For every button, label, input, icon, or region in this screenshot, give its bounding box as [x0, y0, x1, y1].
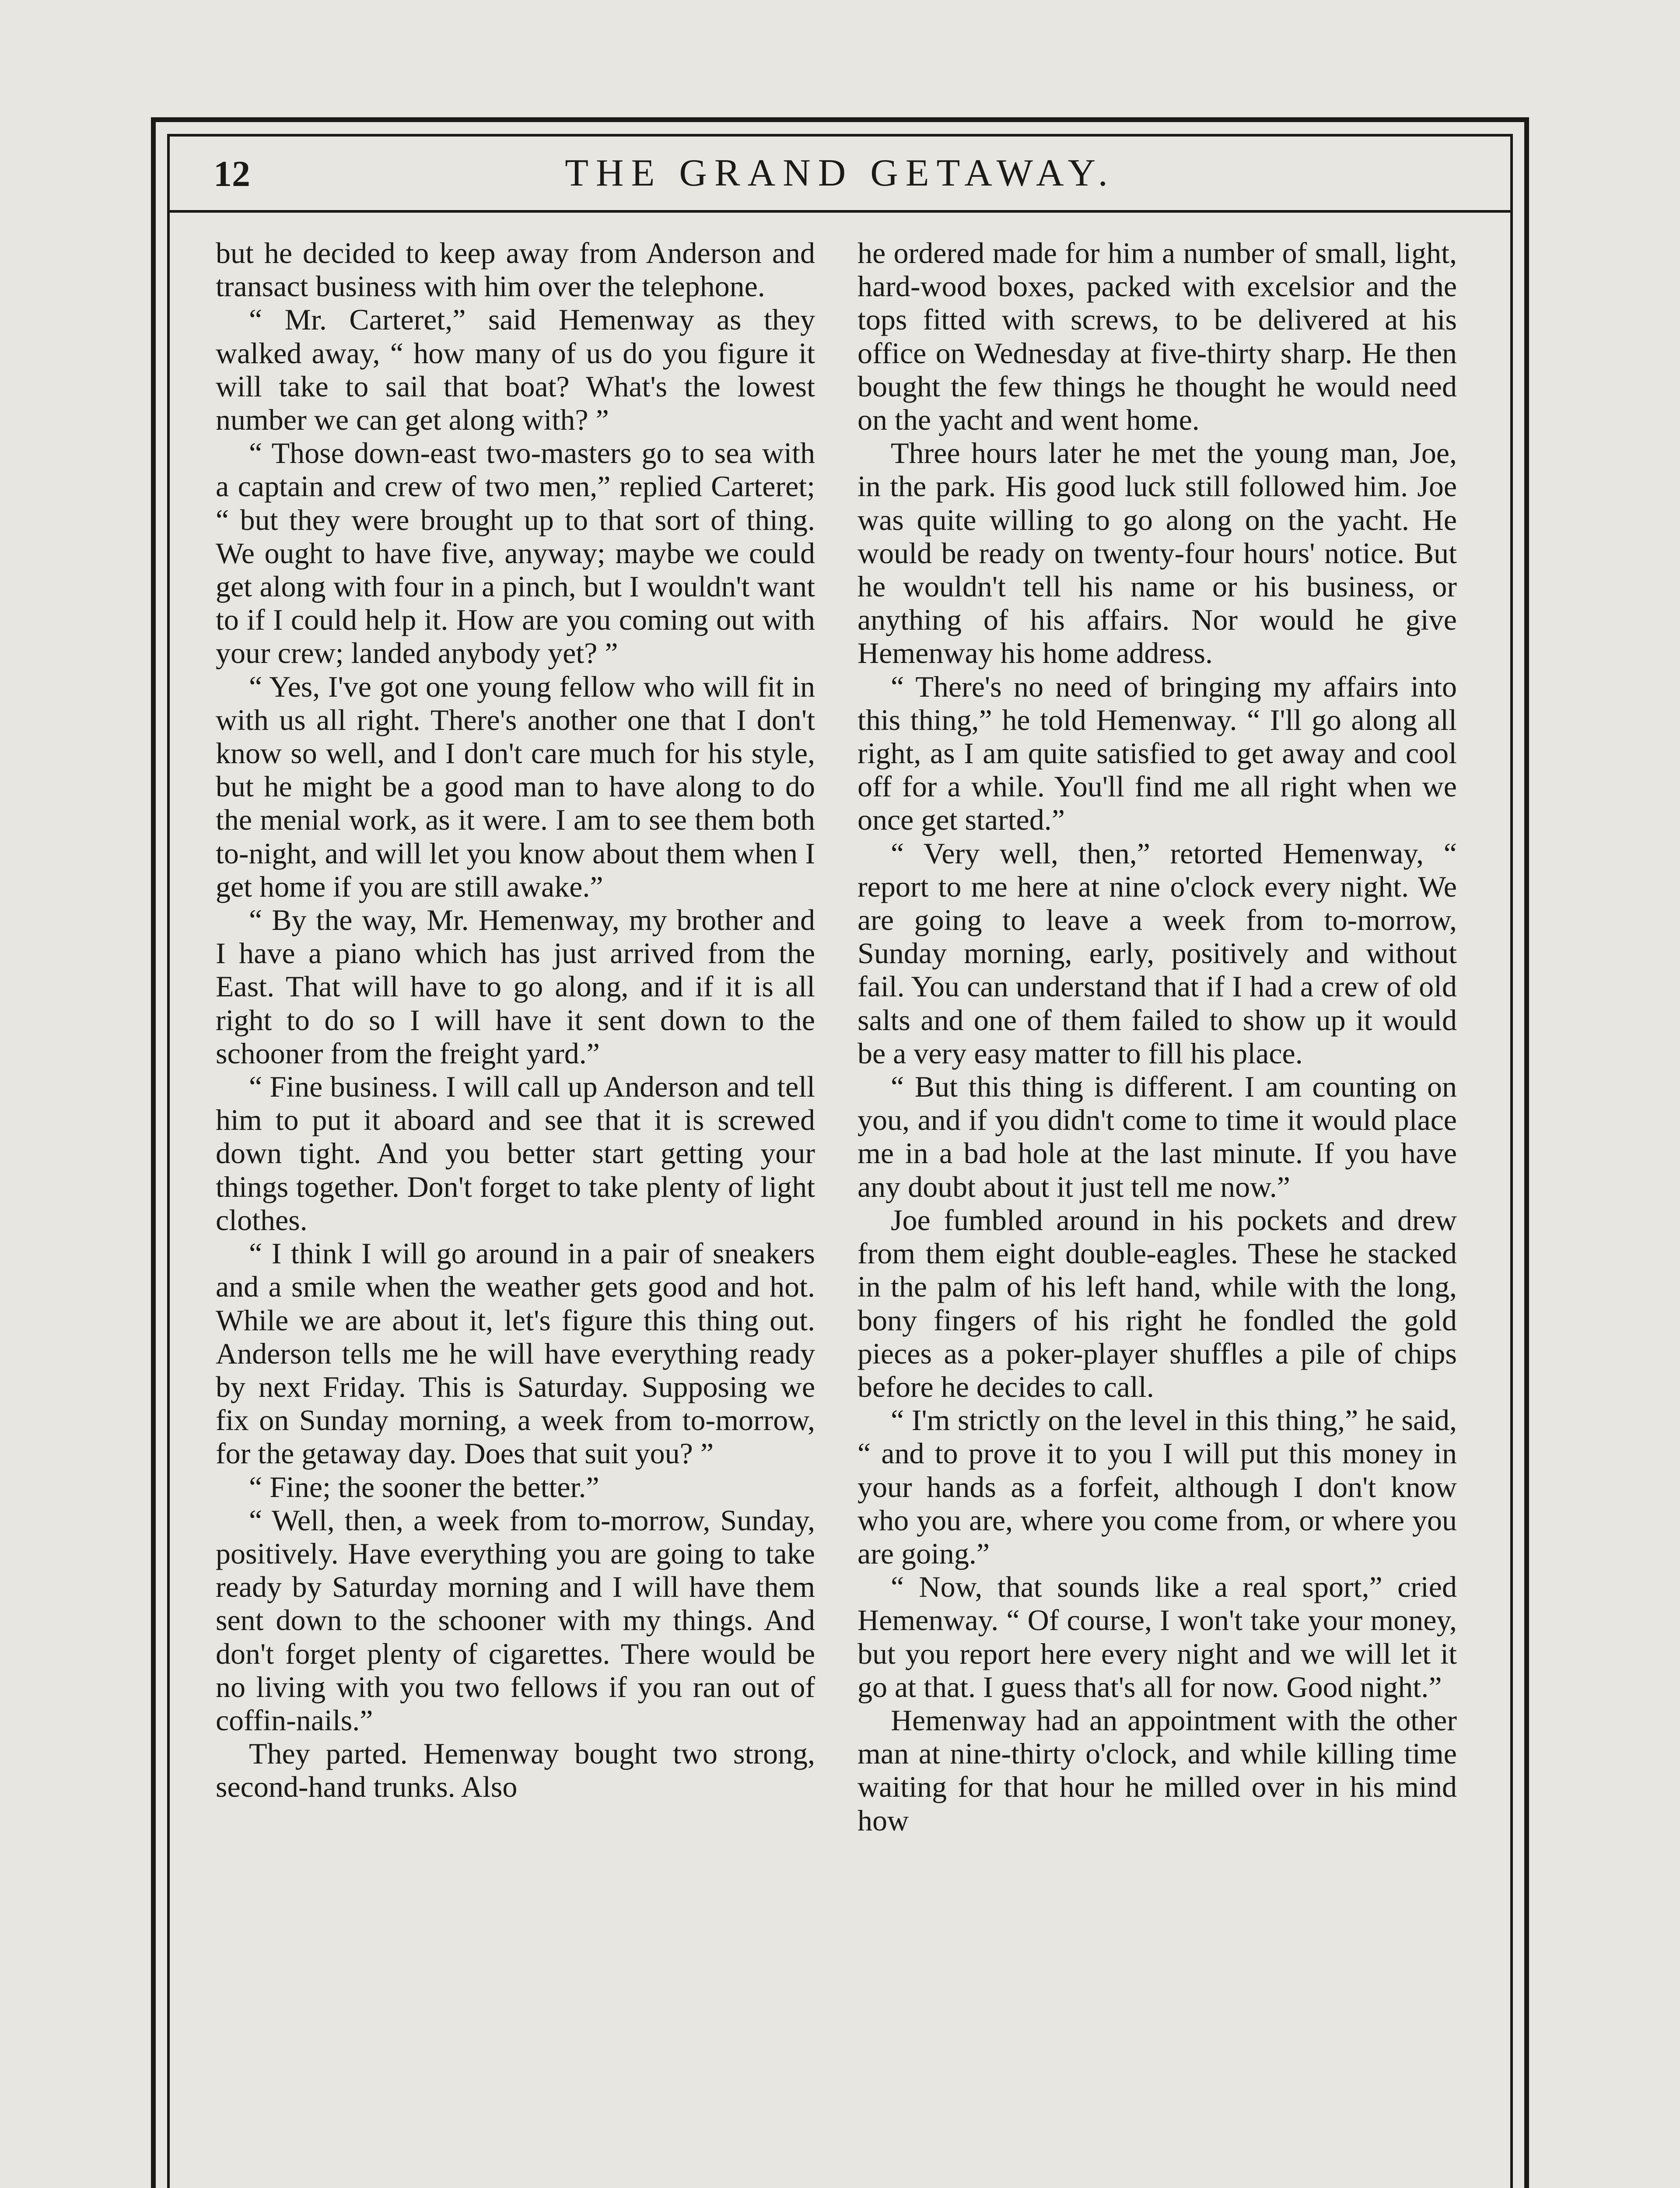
- paragraph: Joe fumbled around in his pockets and drew from them eight double-eagles. These he stacked in the palm of his left hand, while with the long, bony fingers of his right he fondled the gold pieces as a poker-player shuffles a pile of chips before he decides to call.: [858, 1203, 1457, 1403]
- paragraph: Hemenway had an appointment with the other man at nine-thirty o'clock, and while killing time waiting for that hour he milled over in his mind how: [858, 1703, 1457, 1837]
- paragraph: “ Very well, then,” retorted Hemenway, “ report to me here at nine o'clock every night. We are going to leave a week from to-morrow, Sunday morning, early, positively and without fail. You can understand that if I had a crew of old salts and one of them failed to show up it would be a very easy matter to fill his place.: [858, 836, 1457, 1070]
- left-column: [216, 236, 815, 1804]
- paragraph: They parted. Hemenway bought two strong, second-hand trunks. Also: [216, 1737, 815, 1804]
- paragraph: “ I think I will go around in a pair of sneakers and a smile when the weather gets good and hot. While we are about it, let's figure this thing out. Anderson tells me he will have everything ready by next Friday. This is Saturday. Supposing we fix on Sunday morning, a week from to-morrow, for the getaway day. Does that suit you? ”: [216, 1237, 815, 1470]
- paragraph: “ But this thing is different. I am counting on you, and if you didn't come to time it would place me in a bad hole at the last minute. If you have any doubt about it just tell me now.”: [858, 1070, 1457, 1203]
- paragraph: “ By the way, Mr. Hemenway, my brother and I have a piano which has just arrived from the East. That will have to go along, and if it is all right to do so I will have it sent down to the schooner from the freight yard.”: [216, 903, 815, 1070]
- page-number: 12: [214, 154, 250, 194]
- paragraph: but he decided to keep away from Anderson and transact business with him over the telephone.: [216, 236, 815, 303]
- paragraph: “ Fine business. I will call up Anderson and tell him to put it aboard and see that it is screwed down tight. And you better start getting your things together. Don't forget to take plenty of light clothes.: [216, 1070, 815, 1237]
- paragraph: Three hours later he met the young man, Joe, in the park. His good luck still followed him. Joe was quite willing to go along on the yacht. He would be ready on twenty-four hours' notice. But he wouldn't tell his name or his business, or anything of his affairs. Nor would he give Hemenway his home address.: [858, 436, 1457, 670]
- paragraph: “ There's no need of bringing my affairs into this thing,” he told Hemenway. “ I'll go along all right, as I am quite satisfied to get away and cool off for a while. You'll find me all right when we once get started.”: [858, 670, 1457, 837]
- running-title: THE GRAND GETAWAY.: [565, 152, 1115, 194]
- paragraph: “ Now, that sounds like a real sport,” cried Hemenway. “ Of course, I won't take your money, but you report here every night and we will let it go at that. I guess that's all for now. Good night.”: [858, 1570, 1457, 1704]
- right-column: [858, 236, 1457, 1837]
- paragraph: “ Fine; the sooner the better.”: [249, 1470, 599, 1504]
- paragraph: “ Mr. Carteret,” said Hemenway as they walked away, “ how many of us do you figure it will take to sail that boat? What's the lowest number we can get along with? ”: [216, 303, 815, 437]
- paragraph: “ Those down-east two-masters go to sea with a captain and crew of two men,” replied Carteret; “ but they were brought up to that sort of thing. We ought to have five, anyway; maybe we could get along with four in a pinch, but I wouldn't want to if I could help it. How are you coming out with your crew; landed anybody yet? ”: [216, 436, 815, 670]
- paragraph: “ I'm strictly on the level in this thing,” he said, “ and to prove it to you I will put this money in your hands as a forfeit, although I don't know who you are, where you come from, or where you are going.”: [858, 1403, 1457, 1570]
- paragraph: “ Well, then, a week from to-morrow, Sunday, positively. Have everything you are going to take ready by Saturday morning and I will have them sent down to the schooner with my things. And don't forget plenty of cigarettes. There would be no living with you two fellows if you ran out of coffin-nails.”: [216, 1503, 815, 1737]
- paragraph: “ Yes, I've got one young fellow who will fit in with us all right. There's another one that I don't know so well, and I don't care much for his style, but he might be a good man to have along to do the menial work, as it were. I am to see them both to-night, and will let you know about them when I get home if you are still awake.”: [216, 670, 815, 903]
- paragraph: he ordered made for him a number of small, light, hard-wood boxes, packed with excelsior and the tops fitted with screws, to be delivered at his office on Wednesday at five-thirty sharp. He then bought the few things he thought he would need on the yacht and went home.: [858, 236, 1457, 437]
- page-header: [170, 137, 1510, 213]
